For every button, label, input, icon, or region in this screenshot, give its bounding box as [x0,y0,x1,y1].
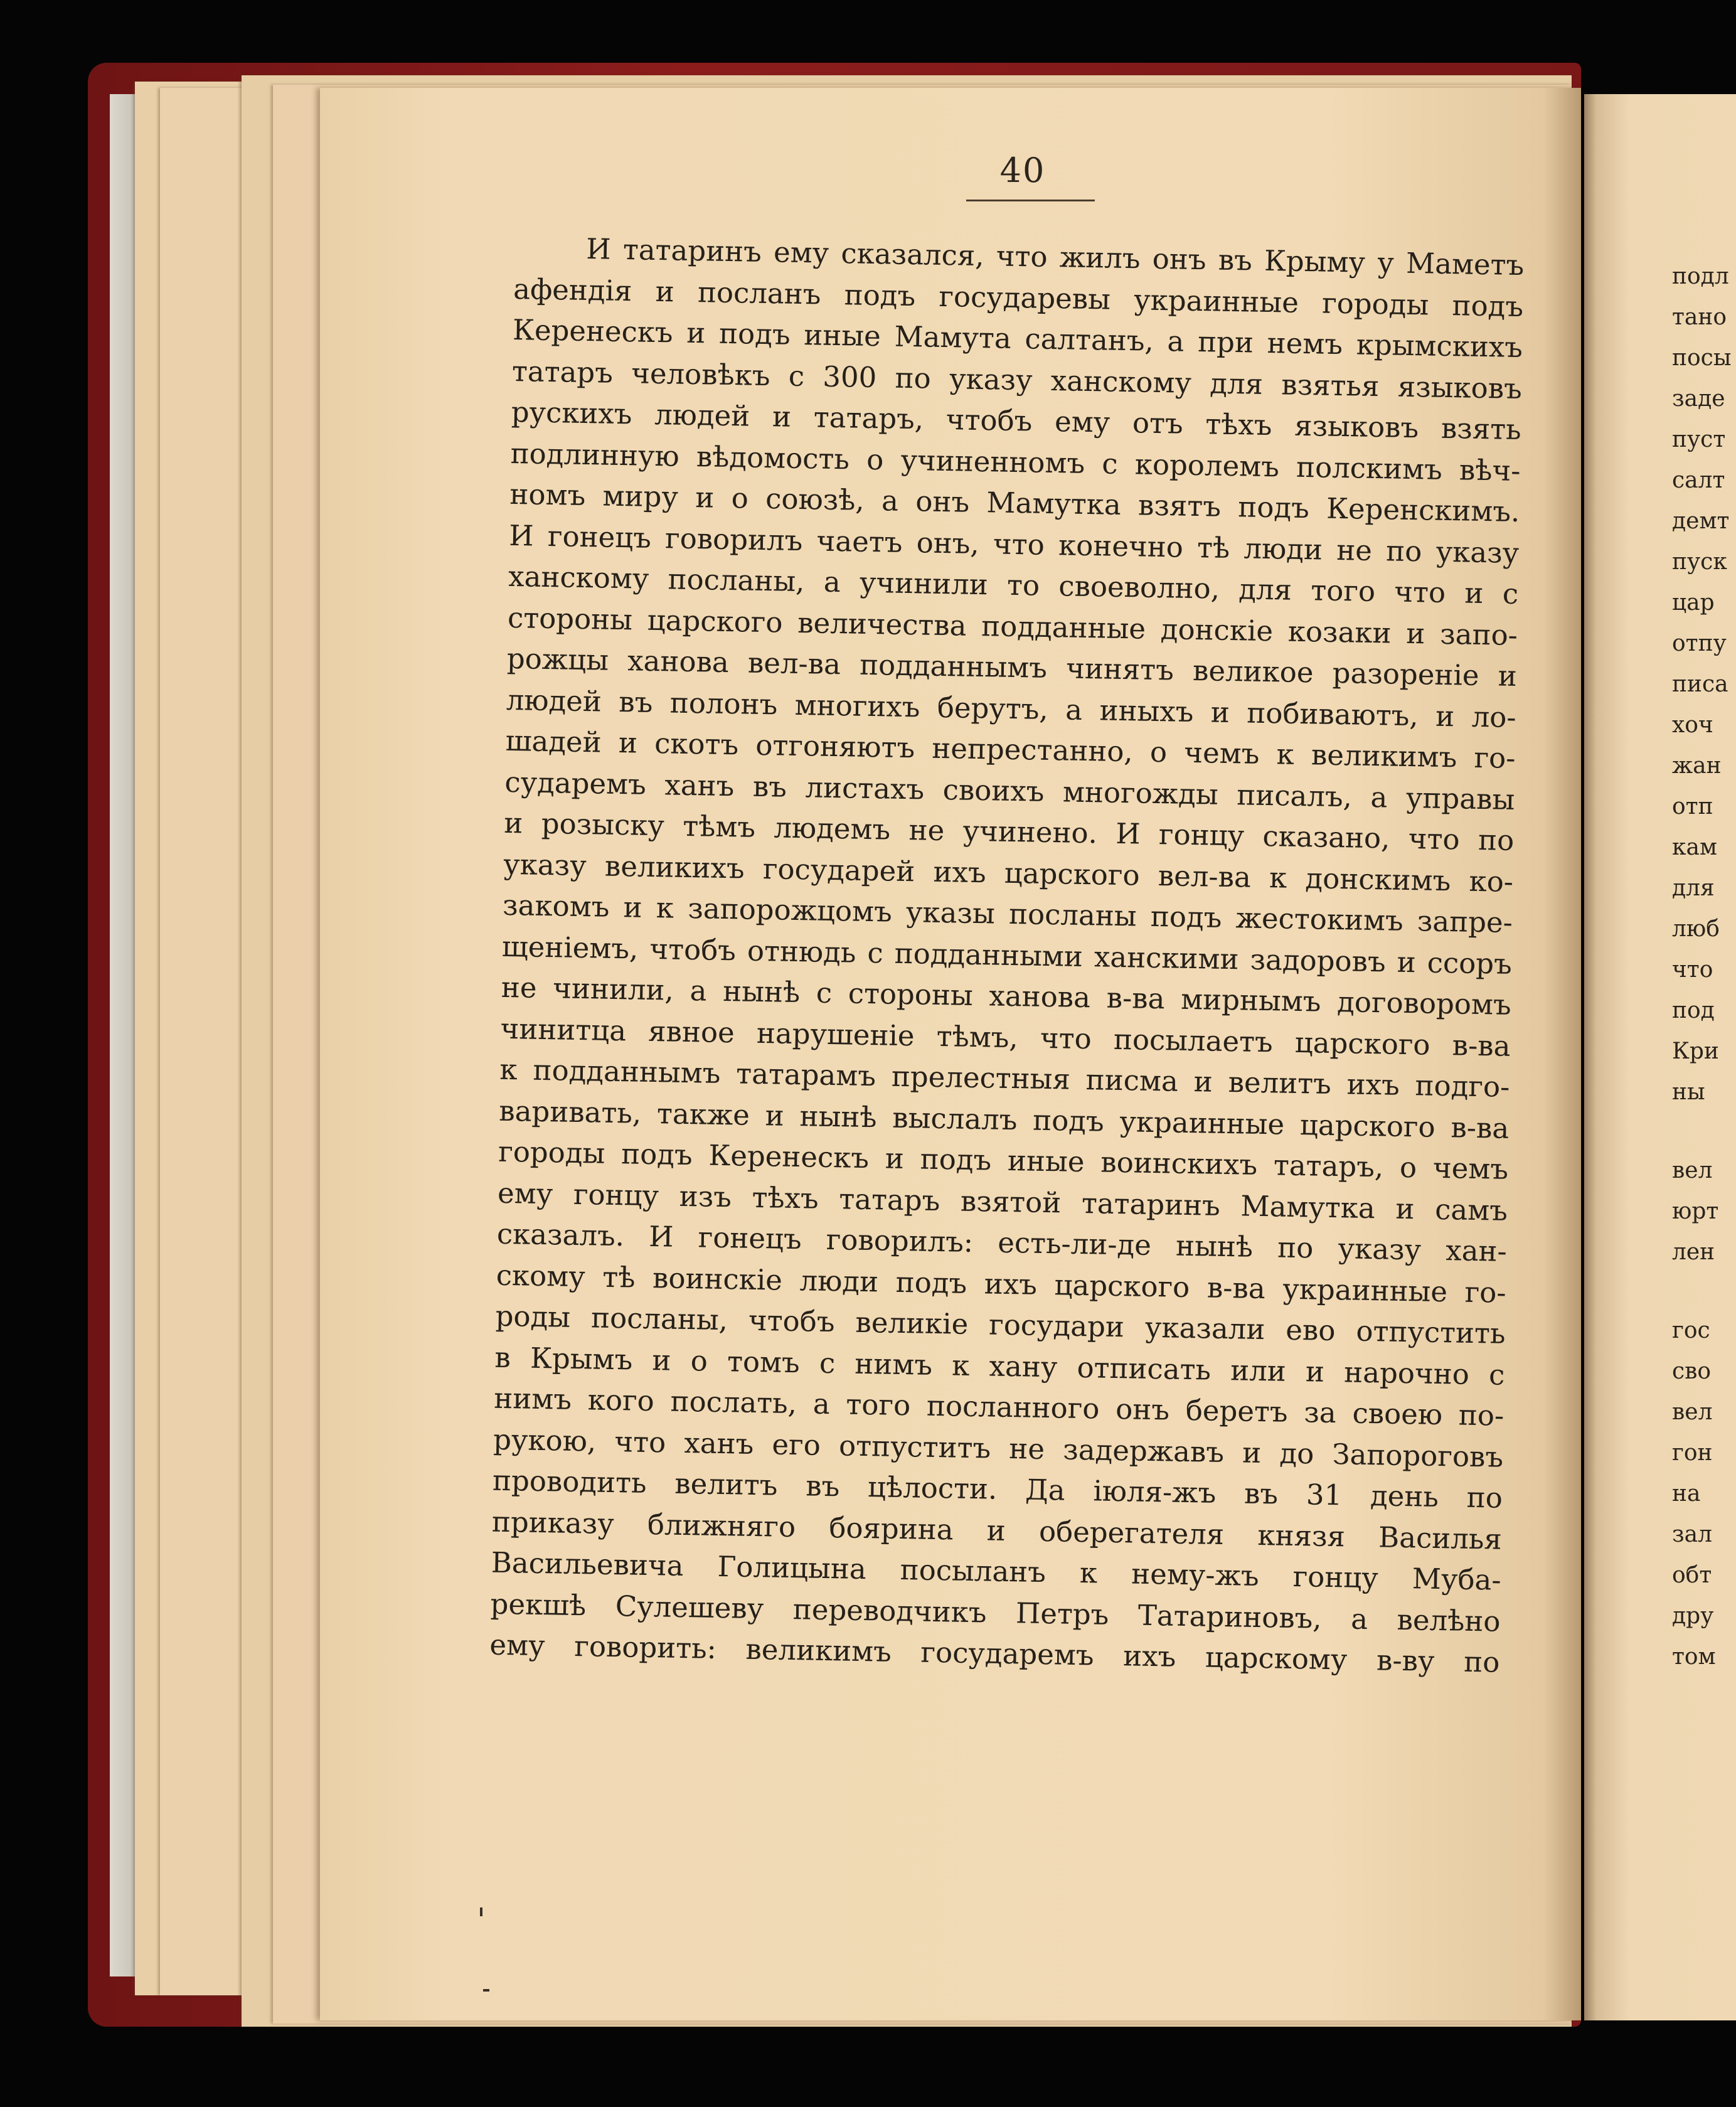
page-body-text [489,227,1525,1683]
right-page-line: вел [1672,1158,1713,1183]
ink-speck [483,1989,489,1992]
right-page-line: под [1672,998,1715,1023]
text-line: И гонецъ говорилъ чаетъ онъ, что конечно тѣ люди не по указу [508,518,1520,570]
text-line: рускихъ людей и татаръ, чтобъ ему отъ тѣхъ языковъ взять [511,395,1522,447]
right-page-line: Кри [1672,1038,1719,1064]
text-line: щеніемъ, чтобъ отнюдь с подданными ханскими задоровъ и ссоръ [501,929,1513,981]
text-line: рукою, что ханъ его отпуститъ не задержавъ и до Запороговъ [493,1422,1504,1474]
right-page-line: люб [1672,916,1720,942]
text-line: к подданнымъ татарамъ прелестныя писма и велитъ ихъ подго- [499,1052,1510,1104]
right-page-line: тано [1672,304,1727,330]
right-page-line: зал [1672,1522,1712,1547]
text-line: городы подъ Керенескъ и подъ иные воинскихъ татаръ, о чемъ [498,1134,1509,1186]
right-page-line: юрт [1672,1198,1719,1224]
text-line: роды посланы, чтобъ великіе государи указали ево отпустить [495,1299,1506,1350]
text-line: проводить велитъ въ цѣлости. Да іюля-жъ въ 31 день по [492,1463,1503,1515]
right-page-line: сво [1672,1358,1712,1384]
text-line: И татаринъ ему сказался, что жилъ онъ въ Крыму у Маметъ [585,232,1525,282]
text-line: ханскому посланы, а учинили то своеволно, для того что и с [508,559,1519,611]
text-line: приказу ближняго боярина и оберегателя князя Василья [491,1505,1503,1556]
text-line: афендія и посланъ подъ государевы украинные городы подъ [513,272,1524,323]
right-page-line: для [1672,875,1715,901]
right-page-line: пуск [1672,549,1727,575]
right-page-line: вел [1672,1399,1713,1425]
right-page-line: гос [1672,1318,1710,1343]
text-line: указу великихъ государей ихъ царского вел-ва к донскимъ ко- [503,847,1514,899]
right-page-line: кам [1672,835,1717,860]
text-line: ему говорить: великимъ государемъ ихъ царскому в-ву по [489,1628,1500,1679]
right-page-line: отп [1672,794,1713,819]
text-line: нимъ кого послать, а того посланного онъ беретъ за своею по- [493,1381,1504,1432]
header-rule [966,200,1095,201]
right-page-line: демт [1672,508,1730,534]
text-line: варивать, также и нынѣ выслалъ подъ украинные царского в-ва [498,1094,1510,1145]
right-page-line: на [1672,1481,1701,1507]
right-page-line: жан [1672,753,1722,779]
text-line: стороны царского величества подданные донскіе козаки и запо- [507,600,1518,652]
page-number: 40 [999,151,1046,190]
text-line: рожцы ханова вел-ва подданнымъ чинятъ великое разореніе и [506,641,1518,693]
right-page-line: лен [1672,1239,1715,1265]
right-page-line: салт [1672,467,1725,493]
ink-speck [480,1907,482,1916]
right-page-line: что [1672,957,1713,983]
text-line: закомъ и к запорожцомъ указы посланы подъ жестокимъ запре- [502,888,1513,939]
text-line: Керенескъ и подъ иные Мамута салтанъ, а при немъ крымскихъ [512,312,1523,365]
text-line: и розыску тѣмъ людемъ не учинено. И гонцу сказано, что по [503,806,1515,857]
right-page-line: писа [1672,671,1728,697]
text-line: сказалъ. И гонецъ говорилъ: есть-ли-де нынѣ по указу хан- [496,1217,1508,1268]
right-page-line: посы [1672,345,1732,371]
right-page-line: том [1672,1644,1716,1670]
right-page-line: гон [1672,1440,1713,1466]
text-line: татаръ человѣкъ с 300 по указу ханскому для взятья языковъ [511,354,1523,405]
text-line: сударемъ ханъ въ листахъ своихъ многожды писалъ, а управы [504,765,1515,816]
right-page-line: дру [1672,1603,1714,1629]
text-line: подлинную вѣдомость о учиненномъ с королемъ полскимъ вѣч- [510,436,1521,488]
text-line: чинитца явное нарушеніе тѣмъ, что посылаетъ царского в-ва [500,1011,1511,1063]
text-line: людей въ полонъ многихъ берутъ, а иныхъ и побиваютъ, и ло- [506,683,1517,734]
text-line: не чинили, а нынѣ с стороны ханова в-ва мирнымъ договоромъ [501,970,1512,1021]
right-page-line: заде [1672,386,1725,412]
text-line: в Крымъ и о томъ с нимъ к хану отписать или и нарочно с [494,1340,1505,1392]
right-page-line: ны [1672,1079,1705,1105]
right-page-line: отпу [1672,631,1727,656]
text-line: шадей и скотъ отгоняютъ непрестанно, о чемъ к великимъ го- [505,723,1516,775]
text-line: Васильевича Голицына посыланъ к нему-жъ гонцу Муба- [491,1545,1502,1597]
right-page-line: цар [1672,590,1715,616]
right-page-line: обт [1672,1562,1712,1588]
right-page-line: хоч [1672,712,1713,738]
text-line: рекшѣ Сулешеву переводчикъ Петръ Татариновъ, а велѣно [490,1587,1501,1638]
right-page-line: подл [1672,264,1729,289]
text-line: номъ миру и о союзѣ, а онъ Мамутка взятъ подъ Керенскимъ. [509,477,1520,529]
right-page-line: пуст [1672,427,1726,452]
text-line: скому тѣ воинскіе люди подъ ихъ царского в-ва украинные го- [496,1258,1507,1310]
text-line: ему гонцу изъ тѣхъ татаръ взятой татаринъ Мамутка и самъ [497,1176,1508,1227]
